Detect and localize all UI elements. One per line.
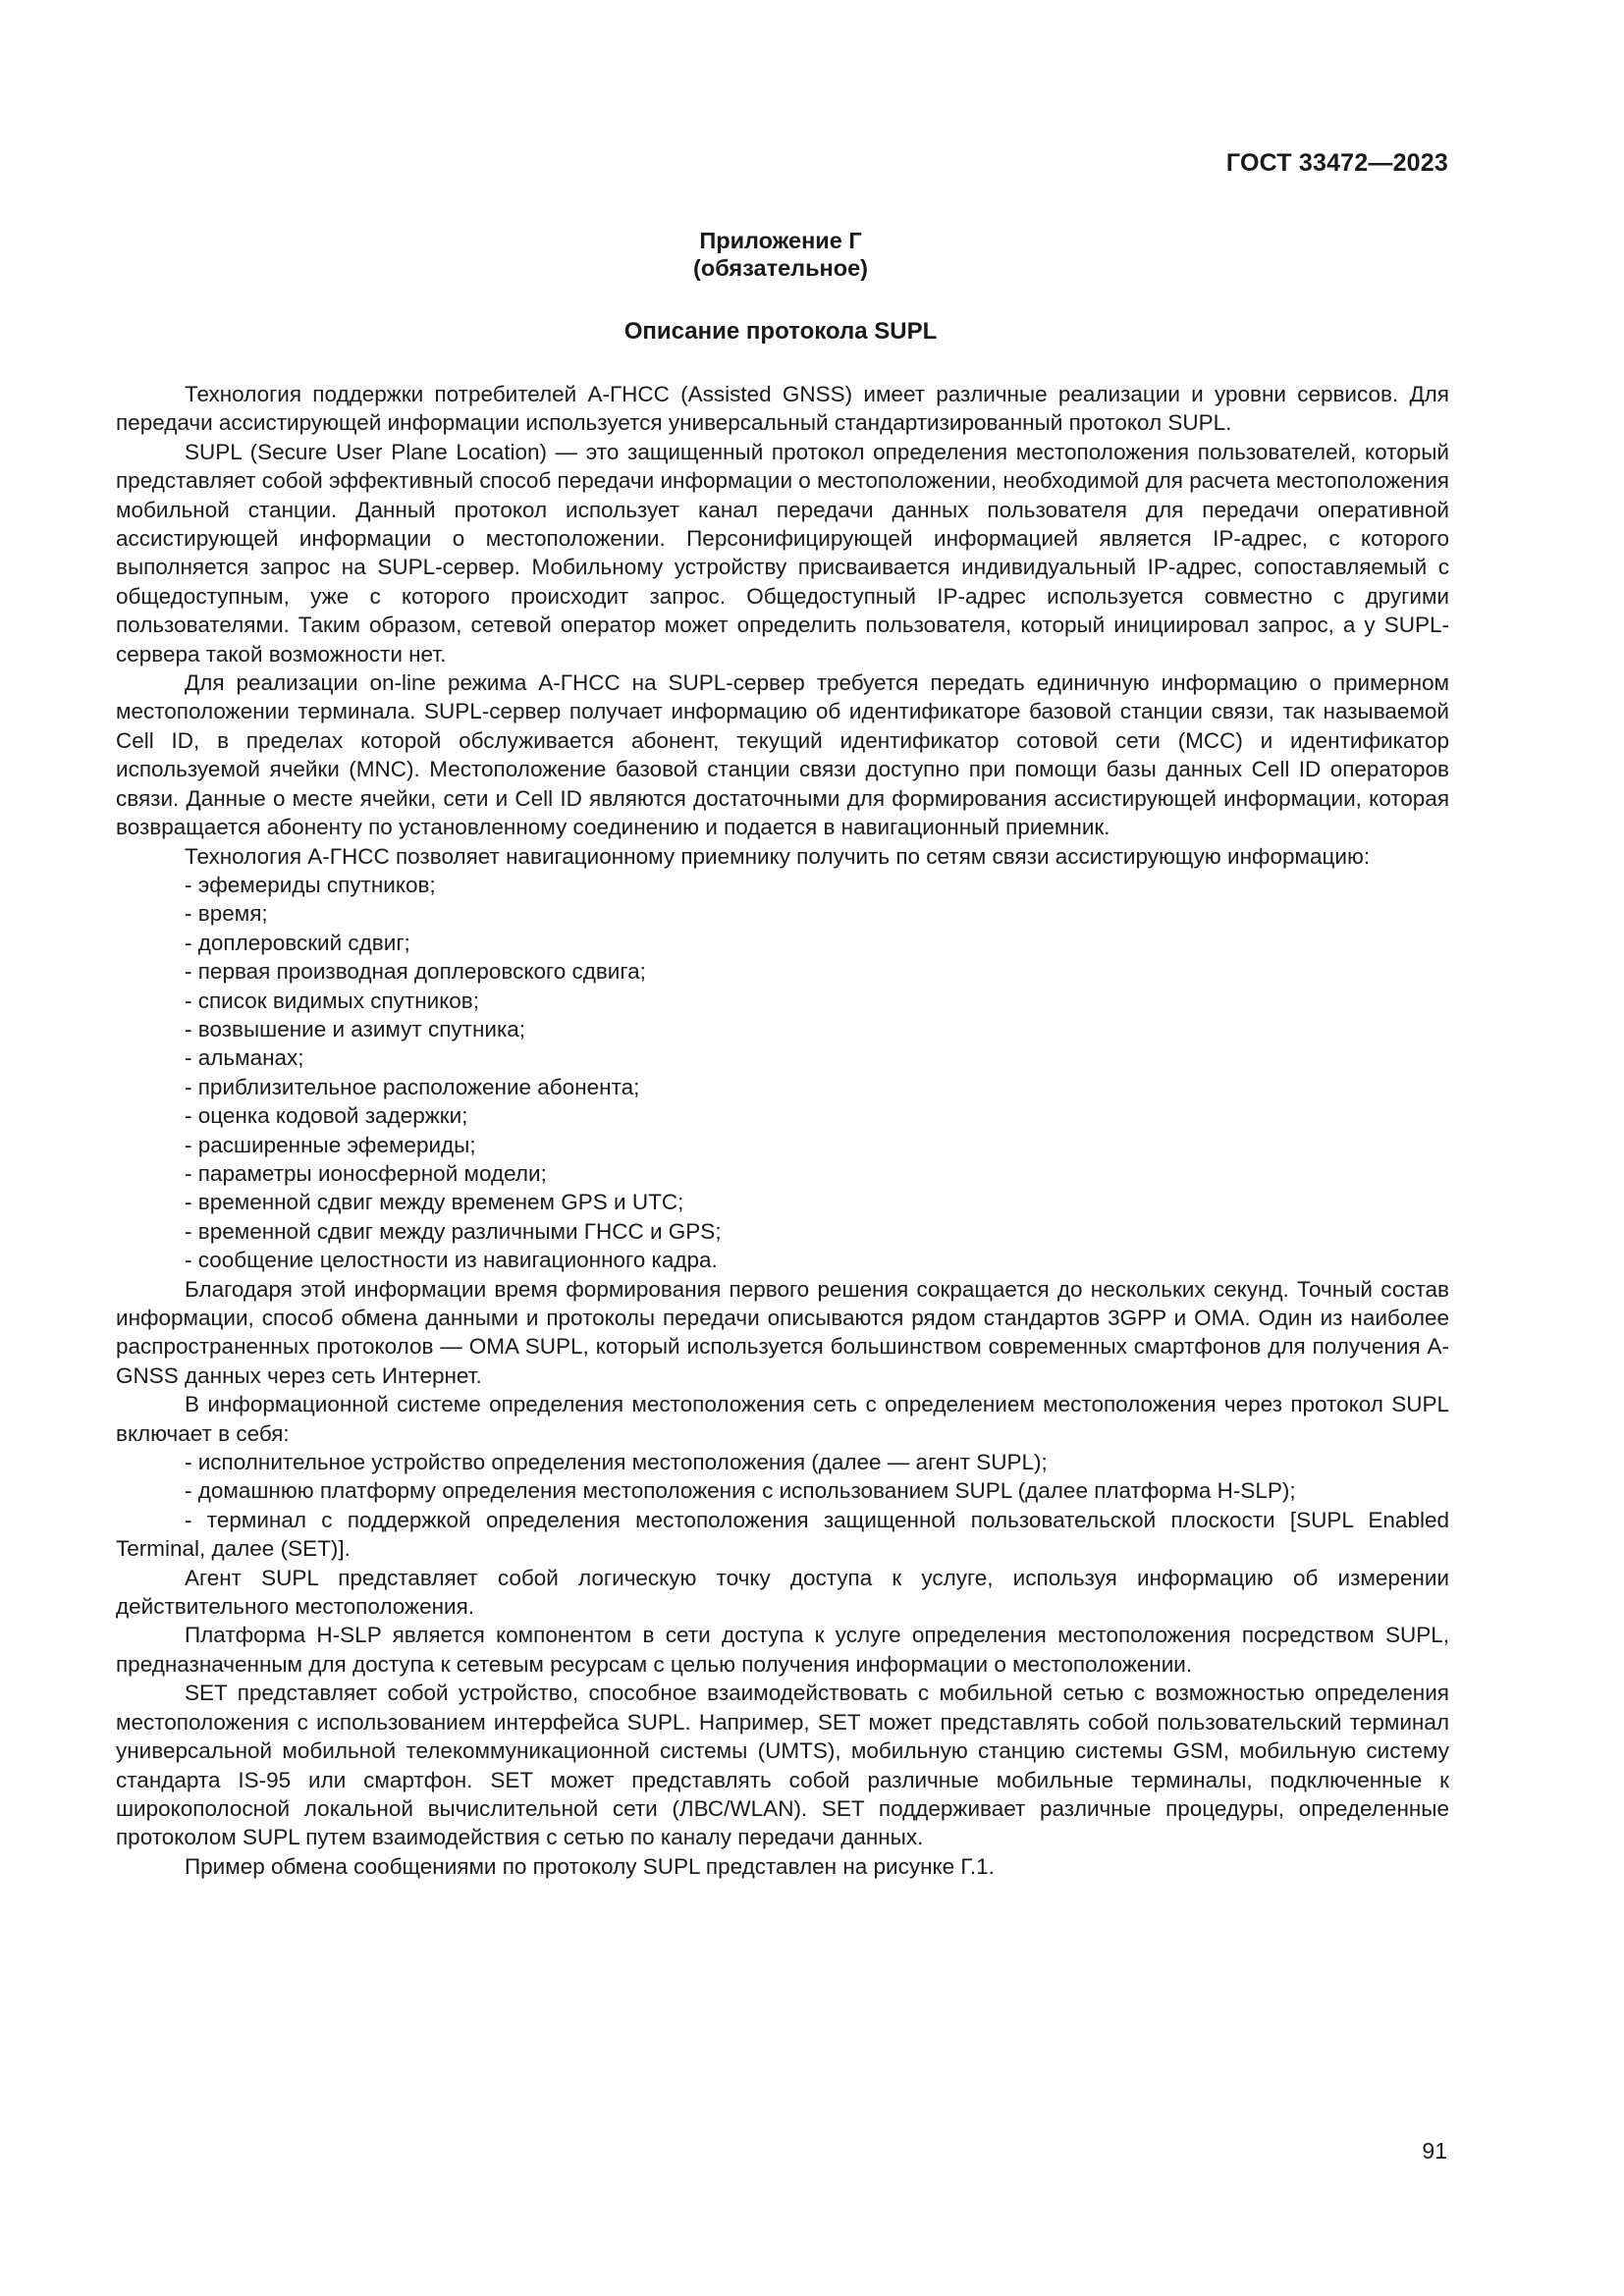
appendix-status: (обязательное) (693, 255, 868, 281)
paragraph: SET представляет собой устройство, способное взаимодействовать с мобильной сетью с возможностью определения местоположения с использованием интерфейса SUPL. Например, SET может представлять собой пользовательский терминал универсальной мобильной телекоммуникационной системы (UMTS), мобильную станцию системы GSM, мобильную систему стандарта IS-95 или смартфон. SET может представлять собой различные мобильные терминалы, подключенные к широкополосной локальной вычислительной сети (ЛВС/WLAN). SET поддерживает различные процедуры, определенные протоколом SUPL путем взаимодействия с сетью по каналу передачи данных. (116, 1681, 1449, 1850)
paragraph: Агент SUPL представляет собой логическую точку доступа к услуге, используя информацию об измерении действительного местоположения. (116, 1565, 1449, 1620)
paragraph: В информационной системе определения местоположения сеть с определением местоположения через протокол SUPL включает в себя: (116, 1392, 1449, 1446)
paragraph: Технология А-ГНСС позволяет навигационному приемнику получить по сетям связи ассистирующую информацию: (185, 843, 1371, 869)
appendix-label: Приложение Г (699, 228, 862, 253)
list-item: - время; (185, 901, 268, 927)
list-item: - оценка кодовой задержки; (185, 1103, 468, 1129)
paragraph: Платформа H-SLP является компонентом в сети доступа к услуге определения местоположения посредством SUPL, предназначенным для доступа к сетевым ресурсам с целью получения информации о местоположении. (116, 1623, 1449, 1677)
assist-info-list (116, 871, 1449, 1275)
list-item: - приблизительное расположение абонента; (185, 1074, 640, 1099)
list-item: - сообщение целостности из навигационного кадра. (185, 1248, 718, 1273)
list-item: - временной сдвиг между временем GPS и UTC; (185, 1190, 684, 1215)
paragraph: Для реализации on-line режима А-ГНСС на SUPL-сервер требуется передать единичную информацию о примерном местоположении терминала. SUPL-сервер получает информацию об идентификаторе базовой станции связи, так называемой Cell ID, в пределах которой обслуживается абонент, текущий идентификатор сотовой сети (MCC) и идентификатор используемой ячейки (MNC). Местоположение базовой станции связи доступно при помощи базы данных Cell ID операторов связи. Данные о месте ячейки, сети и Cell ID являются достаточными для формирования ассистирующей информации, которая возвращается абоненту по установленному соединению и подается в навигационный приемник. (116, 670, 1449, 840)
list-item: - альманах; (185, 1045, 304, 1071)
list-item-system: - исполнительное устройство определения местоположения (далее — агент SUPL); (185, 1450, 1048, 1475)
paragraph: Пример обмена сообщениями по протоколу SUPL представлен на рисунке Г.1. (185, 1853, 995, 1879)
paragraph: Благодаря этой информации время формирования первого решения сокращается до нескольких секунд. Точный состав информации, способ обмена данными и протоколы передачи описываются рядом стандартов 3GPP и OMA. Один из наиболее распространенных протоколов — OMA SUPL, который используется большинством современных смартфонов для получения A-GNSS данных через сеть Интернет. (116, 1276, 1449, 1388)
list-item: - первая производная доплеровского сдвига; (185, 959, 646, 985)
list-item: - список видимых спутников; (185, 988, 480, 1013)
document-code: ГОСТ 33472—2023 (1225, 149, 1448, 177)
list-item-system: - терминал с поддержкой определения местоположения защищенной пользовательской плоскости [SUPL Enabled Terminal, далее (SET)]. (116, 1507, 1449, 1562)
appendix-heading (0, 227, 1561, 282)
list-item-system: - домашнюю платформу определения местоположения с использованием SUPL (далее платформа H-SLP); (185, 1478, 1296, 1504)
list-item: - доплеровский сдвиг; (185, 930, 410, 955)
page-number: 91 (1422, 2138, 1447, 2163)
body-text (116, 380, 1449, 1881)
paragraph: Технология поддержки потребителей А-ГНСС (Assisted GNSS) имеет различные реализации и уровни сервисов. Для передачи ассистирующей информации используется универсальный стандартизированный протокол SUPL. (116, 382, 1449, 436)
list-item: - расширенные эфемериды; (185, 1132, 476, 1157)
list-item: - эфемериды спутников; (185, 872, 436, 897)
list-item: - параметры ионосферной модели; (185, 1160, 547, 1186)
paragraph: SUPL (Secure User Plane Location) — это защищенный протокол определения местоположения пользователей, который представляет собой эффективный способ передачи информации о местоположении, необходимой для расчета местоположения мобильной станции. Данный протокол использует канал передачи данных пользователя для передачи оперативной ассистирующей информации о местоположении. Персонифицирующей информацией является IP-адрес, с которого выполняется запрос на SUPL-сервер. Мобильному устройству присваивается индивидуальный IP-адрес, сопоставляемый с общедоступным, уже с которого происходит запрос. Общедоступный IP-адрес используется совместно с другими пользователями. Таким образом, сетевой оператор может определить пользователя, который инициировал запрос, а у SUPL-сервера такой возможности нет. (116, 439, 1449, 667)
section-title: Описание протокола SUPL (623, 318, 938, 345)
list-item: - временной сдвиг между различными ГНСС и GPS; (185, 1218, 722, 1244)
list-item: - возвышение и азимут спутника; (185, 1016, 526, 1041)
